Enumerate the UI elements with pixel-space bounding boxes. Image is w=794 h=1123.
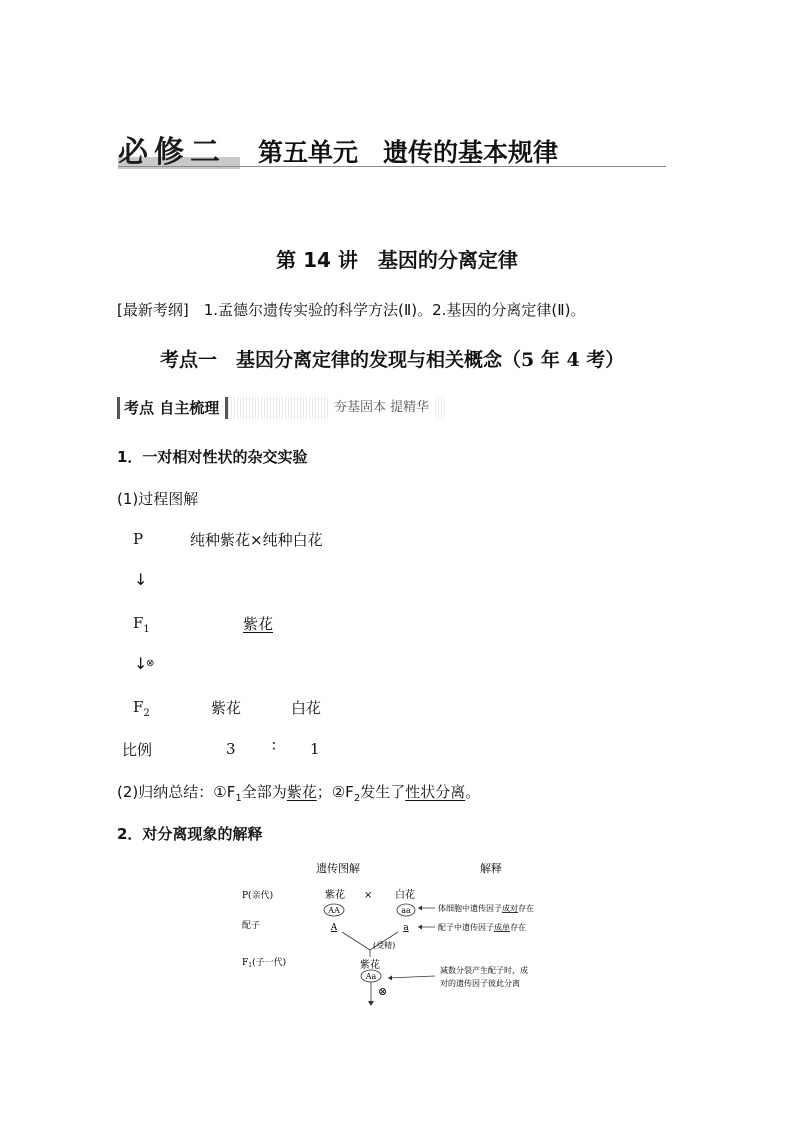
fig-exp2: 配子中遗传因子成单存在 — [438, 923, 526, 932]
selfing-icon: ⊗ — [378, 985, 388, 998]
f1-value: 紫花 — [243, 615, 274, 633]
fig-purple: 紫花 — [325, 890, 345, 901]
ratio-a: 3 — [226, 740, 236, 758]
section-tag-bar — [117, 397, 447, 419]
pointer-arrow-icon — [388, 976, 435, 978]
fig-cross: × — [364, 890, 373, 901]
arrowhead-icon — [368, 1001, 374, 1006]
p-label: P — [133, 530, 144, 548]
tag-label: 考点 自主梳理 — [120, 397, 228, 419]
fig-f1-purple: 紫花 — [360, 960, 380, 971]
lesson-title: 第 14 讲 基因的分离定律 — [276, 248, 518, 272]
item1-heading: 1．一对相对性状的杂交实验 — [117, 448, 308, 466]
banner-title: 第五单元 遗传的基本规律 — [258, 138, 559, 167]
fig-white: 白花 — [395, 890, 415, 901]
fig-geno-Aa: Aa — [365, 972, 377, 981]
fig-exp1: 体细胞中遗传因子成对存在 — [438, 904, 534, 913]
fig-col-diagram: 遗传图解 — [316, 862, 360, 875]
p-cross: 纯种紫花×纯种白花 — [190, 531, 323, 549]
f2-label: $F_2$ — [133, 698, 150, 719]
banner-prefix: 必修二 — [118, 135, 226, 170]
arrow-down-icon: ↓ — [134, 654, 148, 673]
ratio-b: 1 — [310, 740, 320, 758]
item2-heading: 2．对分离现象的解释 — [117, 825, 263, 843]
arrowhead-icon — [418, 906, 422, 911]
arrowhead-icon — [388, 975, 392, 980]
f1-label: $F_1$ — [133, 614, 150, 635]
fig-geno-AA: AA — [328, 906, 340, 915]
summary-underline-1: 紫花 — [286, 783, 317, 801]
selfing-icon: ⊗ — [146, 658, 155, 669]
arrowhead-icon — [418, 925, 422, 930]
tag-slogan: 夯基固本 提精华 — [330, 397, 433, 419]
fusion-line — [342, 932, 370, 950]
fig-exp3-line2: 对的遗传因子彼此分离 — [440, 979, 520, 988]
fig-row-p: P(亲代) — [242, 891, 274, 901]
section-title: 考点一 基因分离定律的发现与相关概念（5 年 4 考） — [160, 349, 625, 371]
summary-line: (2)归纳总结：$①F_1$全部为紫花；$②F_2$发生了性状分离。 — [117, 783, 481, 804]
fig-geno-aa: aa — [401, 906, 411, 915]
fig-row-f1: $F_1$(子一代) — [242, 958, 287, 969]
ratio-colon: ∶ — [272, 737, 276, 755]
fig-exp3-line1: 减数分裂产生配子时，成 — [440, 966, 528, 975]
f2-purple: 紫花 — [211, 699, 242, 717]
fig-gamete-A: A — [330, 923, 338, 933]
fig-gamete-a: a — [403, 923, 409, 933]
fig-col-explain: 解释 — [480, 862, 502, 875]
syllabus-line: [最新考纲] 1.孟德尔遗传实验的科学方法(Ⅱ)。2.基因的分离定律(Ⅱ)。 — [117, 301, 586, 319]
fig-row-gamete: 配子 — [242, 921, 261, 931]
ratio-label: 比例 — [122, 741, 153, 759]
explanation-figure — [230, 852, 570, 1012]
arrow-down-icon: ↓ — [134, 570, 148, 589]
item1-sub1: (1)过程图解 — [117, 490, 199, 508]
fig-fertilization: (受精) — [373, 941, 396, 950]
summary-underline-2: 性状分离 — [405, 783, 466, 801]
f2-white: 白花 — [291, 699, 322, 717]
